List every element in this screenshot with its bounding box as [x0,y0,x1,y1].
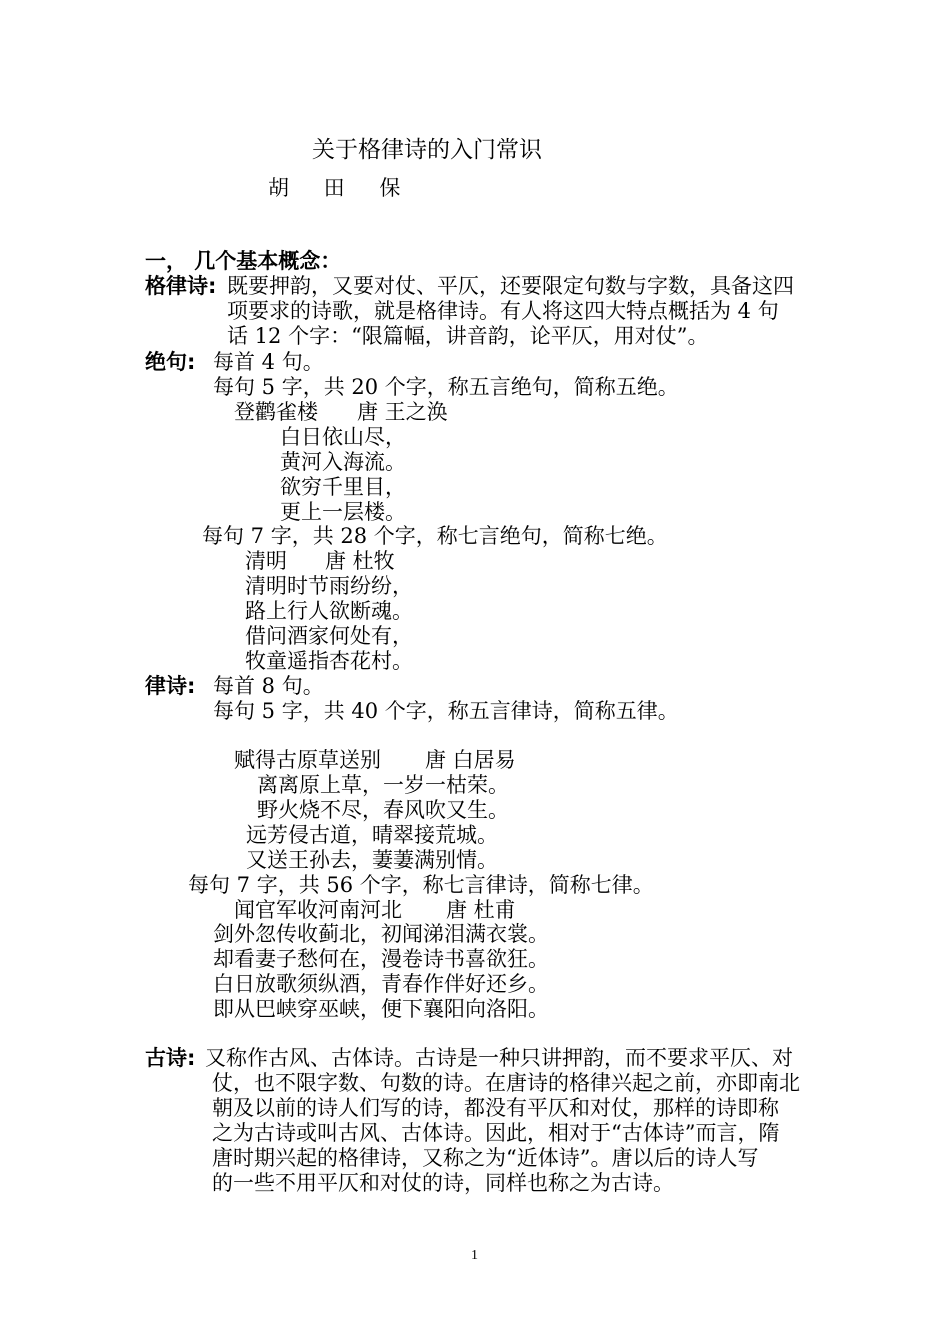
gushi-line: 的一些不用平仄和对仗的诗，同样也称之为古诗。 [212,1171,674,1195]
poem-line: 剑外忽传收蓟北，初闻涕泪满衣裳。 [213,922,549,946]
section-heading: 一， 几个基本概念： [145,249,342,273]
term-gushi: 古诗: [145,1046,196,1070]
poem-title: 清明 [245,549,287,573]
poem-title: 登鹳雀楼 [234,400,318,424]
poem-line: 黄河入海流。 [280,450,406,474]
jueju-lines-count: 每首 4 句。 [213,350,324,374]
poem-author: 唐 杜牧 [325,549,395,573]
poem-line: 路上行人欲断魂。 [245,599,413,623]
gushi-line: 之为古诗或叫古风、古体诗。因此，相对于“古体诗”而言，隋 [212,1121,780,1145]
poem-line: 即从巴峡穿巫峡，便下襄阳向洛阳。 [213,997,549,1021]
poem-author: 唐 王之涣 [357,400,448,424]
page-number: 1 [471,1248,478,1263]
qijue-description: 每句 7 字，共 28 个字，称七言绝句，简称七绝。 [202,524,668,548]
poem-line: 又送王孙去，萋萋满别情。 [246,848,498,872]
gushi-line: 仗，也不限字数、句数的诗。在唐诗的格律兴起之前，亦即南北 [212,1071,800,1095]
author: 胡 田 保 [268,176,415,200]
poem-line: 离离原上草，一岁一枯荣。 [257,773,509,797]
gushi-line: 朝及以前的诗人们写的诗，都没有平仄和对仗，那样的诗即称 [212,1096,779,1120]
poem-line: 清明时节雨纷纷， [245,574,413,598]
wujue-description: 每句 5 字，共 20 个字，称五言绝句，简称五绝。 [213,375,679,399]
term-lvshi: 律诗: [145,674,196,698]
poem-line: 借问酒家何处有， [245,624,413,648]
poem-line: 远芳侵古道，晴翠接荒城。 [246,823,498,847]
gushi-line: 唐时期兴起的格律诗，又称之为“近体诗”。唐以后的诗人写 [212,1146,759,1170]
qilv-description: 每句 7 字，共 56 个字，称七言律诗，简称七律。 [188,873,654,897]
poem-line: 白日依山尽， [280,425,406,449]
poem-author: 唐 白居易 [425,748,516,772]
gelvshi-line: 项要求的诗歌，就是格律诗。有人将这四大特点概括为 4 句 [227,299,779,323]
poem-line: 野火烧不尽，春风吹又生。 [257,798,509,822]
poem-title: 闻官军收河南河北 [234,898,402,922]
wulv-description: 每句 5 字，共 40 个字，称五言律诗，简称五律。 [213,699,679,723]
gelvshi-line: 既要押韵，又要对仗、平仄，还要限定句数与字数，具备这四 [227,274,794,298]
page-title: 关于格律诗的入门常识 [312,137,542,163]
gelvshi-line: 话 12 个字：“限篇幅，讲音韵，论平仄，用对仗”。 [227,324,709,348]
term-gelvshi: 格律诗: [145,274,217,298]
term-jueju: 绝句: [145,350,196,374]
poem-line: 更上一层楼。 [280,500,406,524]
gushi-line: 又称作古风、古体诗。古诗是一种只讲押韵，而不要求平仄、对 [205,1046,793,1070]
lvshi-lines-count: 每首 8 句。 [213,674,324,698]
poem-line: 却看妻子愁何在，漫卷诗书喜欲狂。 [213,947,549,971]
poem-author: 唐 杜甫 [446,898,516,922]
poem-title: 赋得古原草送别 [234,748,381,772]
poem-line: 欲穷千里目， [280,475,406,499]
poem-line: 牧童遥指杏花村。 [245,649,413,673]
poem-line: 白日放歌须纵酒，青春作伴好还乡。 [213,972,549,996]
